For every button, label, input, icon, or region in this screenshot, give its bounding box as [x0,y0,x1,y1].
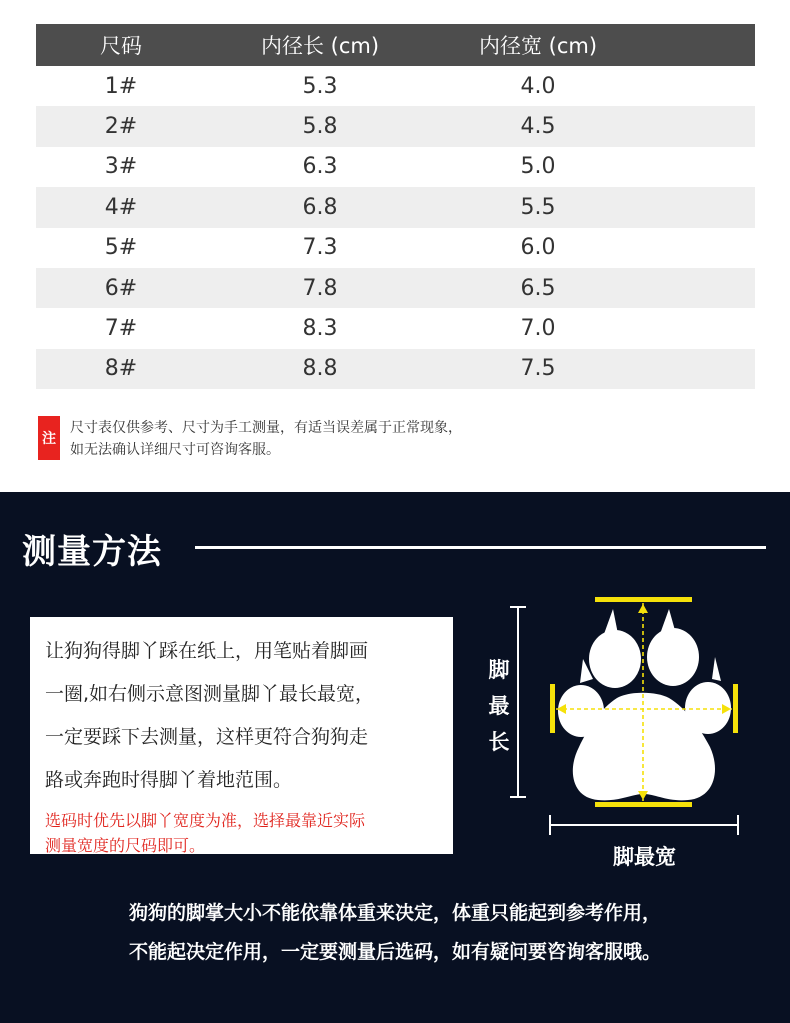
footer-line: 狗狗的脚掌大小不能依靠体重来决定，体重只能起到参考作用， [128,902,661,924]
table-row [36,228,755,268]
cell-size: 8# [104,356,138,382]
cell-size: 5# [104,235,138,261]
cell-width: 7.0 [520,316,556,342]
header-width: 内径宽 (cm) [478,34,598,58]
cell-width: 6.0 [520,235,556,261]
instruction-line: 一定要踩下去测量，这样更符合狗狗走 [45,726,369,748]
paw-icon [480,597,770,877]
table-row [36,66,755,106]
warning-line: 选码时优先以脚丫宽度为准，选择最靠近实际 [45,811,366,830]
cell-length: 6.8 [302,194,338,220]
cell-width: 5.5 [520,194,556,220]
cell-size: 6# [104,275,138,301]
cell-size: 7# [104,316,138,342]
table-row [36,106,755,146]
size-table [36,24,755,389]
table-row [36,147,755,187]
cell-size: 4# [104,194,138,220]
cell-length: 5.8 [302,114,338,140]
section-title: 测量方法 [22,532,162,572]
instruction-card [30,617,453,854]
table-header [36,24,755,66]
cell-length: 6.3 [302,154,338,180]
size-chart-section [0,0,790,492]
title-divider [195,546,766,549]
instruction-line: 让狗狗得脚丫踩在纸上，用笔贴着脚画 [45,640,369,662]
table-row [36,268,755,308]
cell-length: 8.8 [302,356,338,382]
table-row [36,308,755,348]
paw-width-label: 脚最宽 [613,845,676,869]
cell-length: 7.3 [302,235,338,261]
header-length: 内径长 (cm) [260,34,380,58]
paw-measure-diagram [480,597,770,877]
note-line: 尺寸表仅供参考、尺寸为手工测量，有适当误差属于正常现象， [70,420,462,436]
cell-width: 6.5 [520,275,556,301]
note-line: 如无法确认详细尺寸可咨询客服。 [70,442,280,458]
warning-line: 测量宽度的尺码即可。 [45,836,206,855]
note-text [70,417,462,461]
cell-length: 8.3 [302,316,338,342]
footer-note [0,894,790,972]
table-row [36,187,755,227]
cell-width: 4.0 [520,73,556,99]
cell-length: 7.8 [302,275,338,301]
cell-length: 5.3 [302,73,338,99]
cell-width: 4.5 [520,114,556,140]
header-size: 尺码 [100,34,142,58]
cell-size: 1# [104,73,138,99]
footer-line: 不能起决定作用，一定要测量后选码，如有疑问要咨询客服哦。 [128,941,661,963]
measure-method-section [0,492,790,1023]
instruction-line: 路或奔跑时得脚丫着地范围。 [45,769,293,791]
size-note [38,414,598,466]
table-row [36,349,755,389]
cell-width: 5.0 [520,154,556,180]
cell-size: 3# [104,154,138,180]
cell-width: 7.5 [520,356,556,382]
note-badge: 注 [38,416,60,460]
instruction-line: 一圈,如右侧示意图测量脚丫最长最宽， [45,683,375,705]
paw-length-label: 脚 最 长 [488,658,510,754]
cell-size: 2# [104,114,138,140]
